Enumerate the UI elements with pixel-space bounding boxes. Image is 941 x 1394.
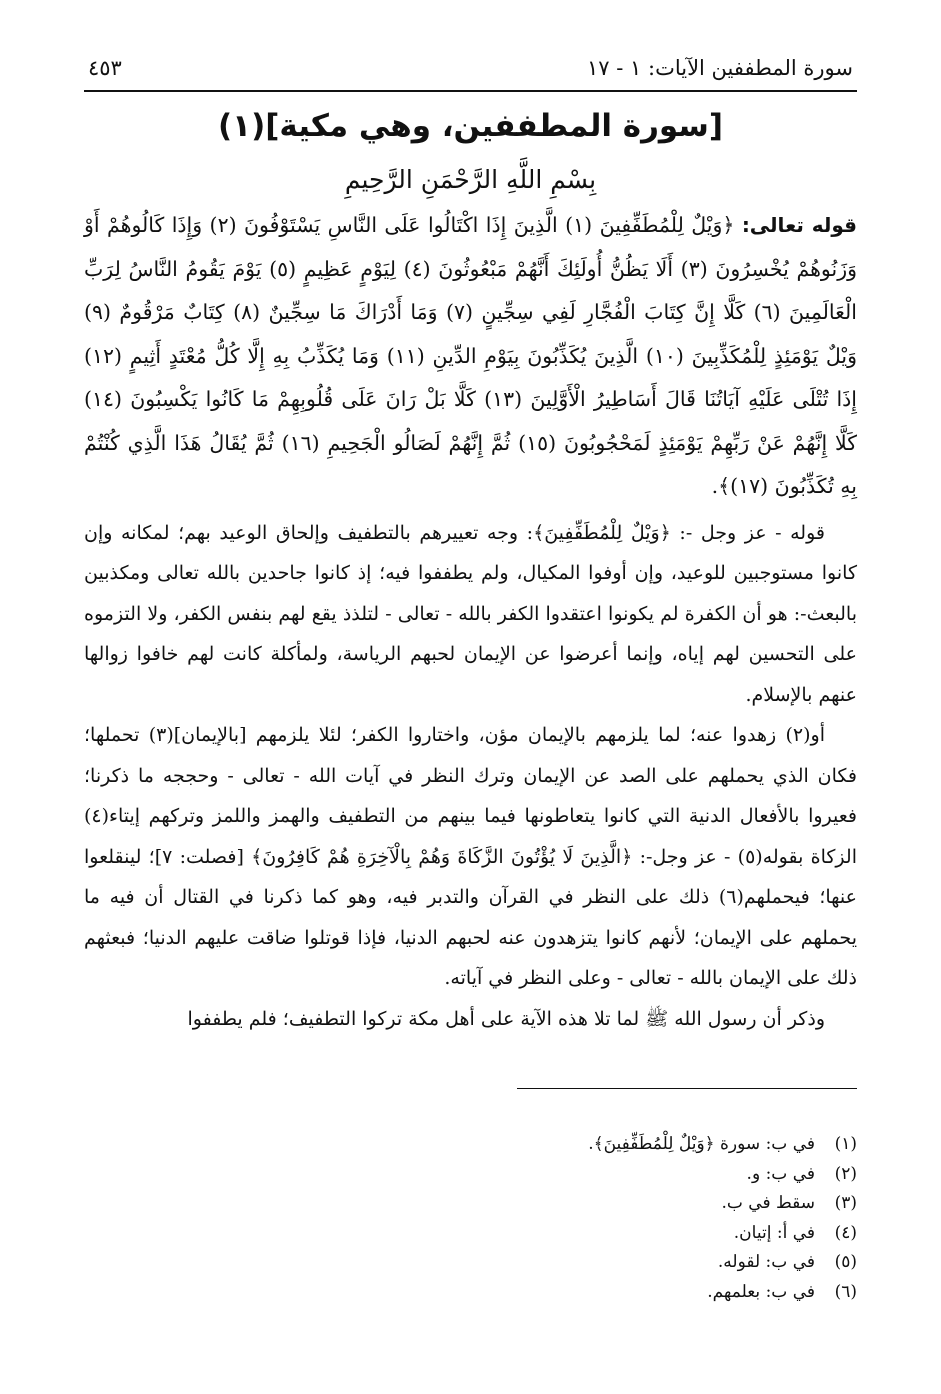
footnote-text: في ب: بعلمهم. xyxy=(707,1281,815,1302)
footnote-item xyxy=(84,1130,857,1160)
verses-lead: قوله تعالى: xyxy=(741,213,857,237)
running-header xyxy=(84,56,857,90)
footnote-text: في ب: و. xyxy=(746,1163,815,1184)
running-title: سورة المطففين الآيات: ١ - ١٧ xyxy=(587,56,853,80)
footnote-number: (٣) xyxy=(834,1193,857,1214)
quran-verses xyxy=(84,204,857,509)
commentary xyxy=(84,513,857,1040)
footnote-text: سقط في ب. xyxy=(721,1193,815,1214)
verses-text: ﴿وَيْلٌ لِلْمُطَفِّفِينَ (١) الَّذِينَ إِذَا اكْتَالُوا عَلَى النَّاسِ يَسْتَوْفُونَ (٢) وَإِذَا كَالُوهُمْ أَوْ وَزَنُوهُمْ يُخْسِرُونَ (٣) أَلَا يَظُنُّ أُولَئِكَ أَنَّهُمْ مَبْعُوثُونَ (٤) لِيَوْمٍ عَظِيمٍ (٥) يَوْمَ يَقُومُ النَّاسُ لِرَبِّ الْعَالَمِينَ (٦) كَلَّا إِنَّ كِتَابَ الْفُجَّارِ لَفِي سِجِّينٍ (٧) وَمَا أَدْرَاكَ مَا سِجِّينٌ (٨) كِتَابٌ مَرْقُومٌ (٩) وَيْلٌ يَوْمَئِذٍ لِلْمُكَذِّبِينَ (١٠) الَّذِينَ يُكَذِّبُونَ بِيَوْمِ الدِّينِ (١١) وَمَا يُكَذِّبُ بِهِ إِلَّا كُلُّ مُعْتَدٍ أَثِيمٍ (١٢) إِذَا تُتْلَى عَلَيْهِ آيَاتُنَا قَالَ أَسَاطِيرُ الْأَوَّلِينَ (١٣) كَلَّا بَلْ رَانَ عَلَى قُلُوبِهِمْ مَا كَانُوا يَكْسِبُونَ (١٤) كَلَّا إِنَّهُمْ عَنْ رَبِّهِمْ يَوْمَئِذٍ لَمَحْجُوبُونَ (١٥) ثُمَّ إِنَّهُمْ لَصَالُو الْجَحِيمِ (١٦) ثُمَّ يُقَالُ هَذَا الَّذِي كُنْتُمْ بِهِ تُكَذِّبُونَ (١٧)﴾. xyxy=(84,213,858,498)
footnote-rule xyxy=(517,1088,857,1089)
footnote-item xyxy=(84,1248,857,1278)
footnote-number: (٦) xyxy=(834,1281,857,1302)
footnote-item xyxy=(84,1189,857,1219)
commentary-paragraph: أو(٢) زهدوا عنه؛ لما يلزمهم بالإيمان مؤن، واختاروا الكفر؛ لئلا يلزمهم [بالإيمان](٣) تحملها؛ فكان الذي يحملهم على الصد عن الإيمان وترك النظر في آيات الله - تعالى - وحججه ما ذكرنا؛ فعيروا بالأفعال الدنية التي كانوا يتعاطونها فيما بينهم من التطفيف والهمز واللمز وتركهم إيتاء(٤) الزكاة بقوله(٥) - عز وجل-: ﴿الَّذِينَ لَا يُؤْتُونَ الزَّكَاةَ وَهُمْ بِالْآخِرَةِ هُمْ كَافِرُونَ﴾ [فصلت: ٧]؛ لينقلعوا عنها؛ فيحملهم(٦) ذلك على النظر في القرآن والتدبر فيه، وهو كما ذكرنا في القتال أن فيه ما يحملهم على الإيمان؛ لأنهم كانوا يتزهدون عنه لحبهم الدنيا، فإذا قوتلوا ضاقت عليهم الدنيا؛ فبعثهم ذلك على الإيمان بالله - تعالى - وعلى النظر في آياته. xyxy=(84,724,857,989)
footnotes xyxy=(84,1130,857,1308)
footnote-item xyxy=(84,1160,857,1190)
footnote-item xyxy=(84,1278,857,1308)
footnote-number: (٤) xyxy=(834,1222,857,1243)
header-rule xyxy=(84,90,857,92)
footnote-text: في أ: إتيان. xyxy=(733,1222,815,1243)
surah-title: [سورة المطففين، وهي مكية](١) xyxy=(217,108,724,144)
commentary-paragraph: قوله - عز وجل -: ﴿وَيْلٌ لِلْمُطَفِّفِينَ﴾: وجه تعييرهم بالتطفيف وإلحاق الوعيد بهم؛ لمكانه وإن كانوا مستوجبين للوعيد، وإن أوفوا المكيال، ولم يطففوا فيه؛ إذ كانوا جاحدين بالله تعالى ومكذبين بالبعث-: هو أن الكفرة لم يكونوا اعتقدوا الكفر بالله - تعالى - لتلذذ يقع لهم بنفس الكفر، ولا التزموه على التحسين لهم إياه، وإنما أعرضوا عن الإيمان لحبهم الرياسة، ولمأكلة كانت لهم خافوا زوالها عنهم بالإسلام. xyxy=(84,521,857,706)
basmala: بِسْمِ اللَّهِ الرَّحْمَنِ الرَّحِيمِ xyxy=(344,165,597,194)
footnote-item xyxy=(84,1219,857,1249)
footnote-text: في ب: سورة ﴿وَيْلٌ لِلْمُطَفِّفِينَ﴾. xyxy=(588,1134,815,1154)
footnote-number: (٢) xyxy=(834,1163,857,1184)
commentary-paragraph: وذكر أن رسول الله ﷺ لما تلا هذه الآية على أهل مكة تركوا التطفيف؛ فلم يطففوا xyxy=(187,1007,825,1030)
footnote-text: في ب: لقوله. xyxy=(717,1252,815,1273)
footnote-number: (٥) xyxy=(834,1252,857,1273)
footnote-number: (١) xyxy=(834,1134,857,1154)
page-number: ٤٥٣ xyxy=(88,56,122,80)
